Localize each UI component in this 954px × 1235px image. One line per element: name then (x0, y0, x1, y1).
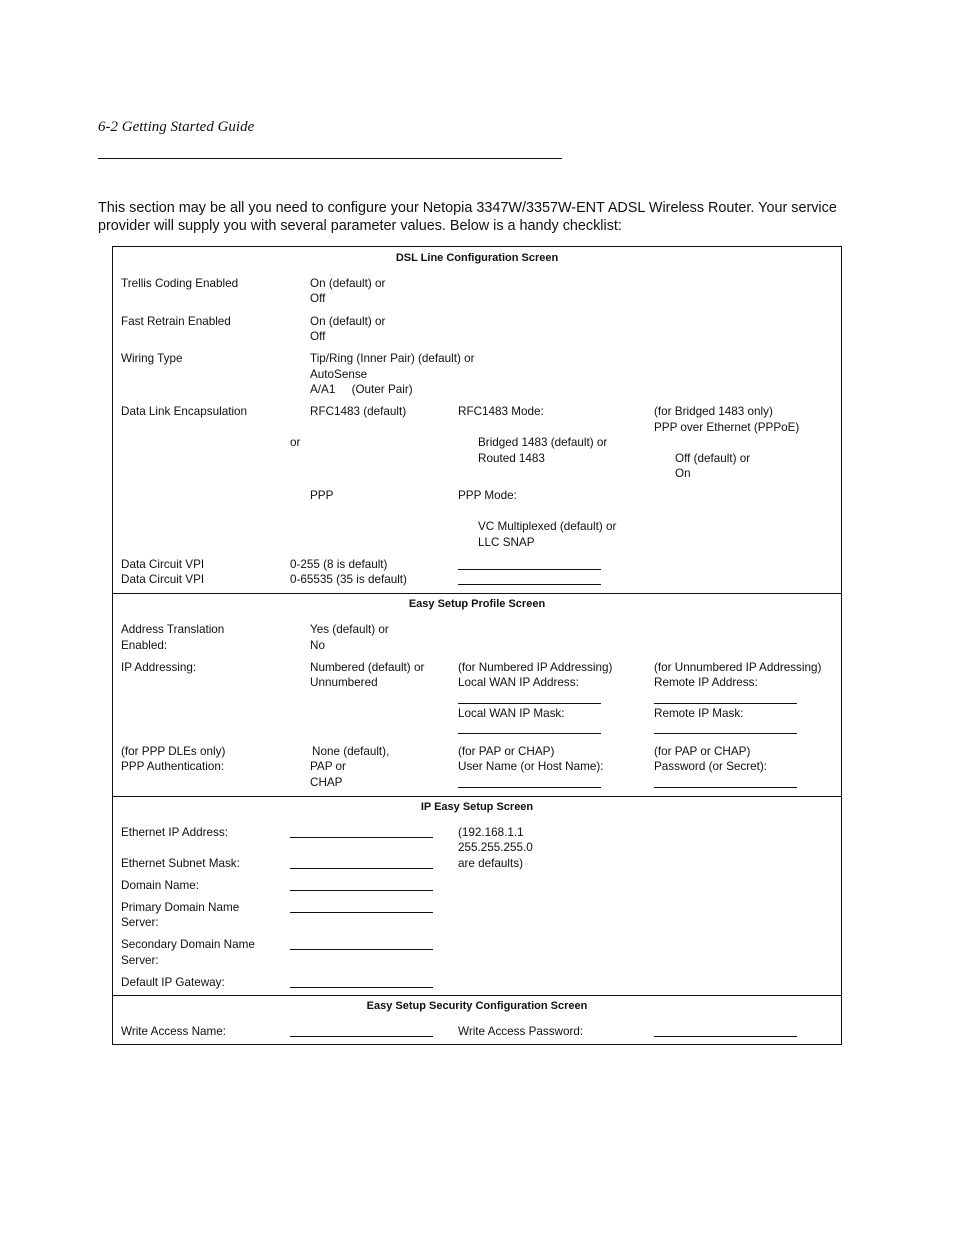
local-wan-ip-label: Local WAN IP Address: (458, 676, 579, 689)
header-rule (98, 158, 562, 159)
encapsulation-or: or (290, 436, 301, 449)
ppp-mode-label: PPP Mode: (458, 489, 517, 502)
vci-blank-line[interactable] (458, 584, 601, 585)
vc-multiplexed-option: VC Multiplexed (default) or (478, 520, 617, 533)
ip-option-unnumbered: Unnumbered (310, 676, 378, 689)
auth-option-chap: CHAP (310, 776, 343, 789)
trellis-label: Trellis Coding Enabled (121, 277, 239, 290)
vpi-range: 0-255 (8 is default) (290, 558, 388, 571)
trellis-option-on: On (default) or (310, 277, 386, 290)
nat-option-yes: Yes (default) or (310, 623, 389, 636)
section-divider (113, 593, 841, 594)
secondary-dns-blank-line[interactable] (290, 949, 433, 950)
ppp-dles-note: (for PPP DLEs only) (121, 745, 226, 758)
pap-chap-note-user: (for PAP or CHAP) (458, 745, 555, 758)
secondary-dns-label-line1: Secondary Domain Name (121, 938, 255, 951)
nat-label-line1: Address Translation (121, 623, 225, 636)
wiring-type-label: Wiring Type (121, 352, 183, 365)
password-label: Password (or Secret): (654, 760, 768, 773)
checklist-table (112, 246, 842, 1045)
profile-section-title: Easy Setup Profile Screen (408, 598, 546, 610)
pppoe-option-on: On (675, 467, 691, 480)
ip-addressing-label: IP Addressing: (121, 661, 197, 674)
auth-option-none: None (default), (312, 745, 390, 758)
nat-label-line2: Enabled: (121, 639, 168, 652)
wiring-option-outer: A/A1 (Outer Pair) (310, 383, 413, 396)
user-name-label: User Name (or Host Name): (458, 760, 604, 773)
pppoe-label: PPP over Ethernet (PPPoE) (654, 421, 800, 434)
defaults-note-line1: (192.168.1.1 (458, 826, 524, 839)
rfc1483-mode-label: RFC1483 Mode: (458, 405, 544, 418)
remote-ip-blank-line[interactable] (654, 703, 797, 704)
write-access-password-label: Write Access Password: (458, 1025, 584, 1038)
default-gateway-blank-line[interactable] (290, 987, 433, 988)
local-wan-mask-blank-line[interactable] (458, 733, 601, 734)
nat-option-no: No (310, 639, 325, 652)
defaults-note-line2: 255.255.255.0 (458, 841, 533, 854)
vpi-blank-line[interactable] (458, 569, 601, 570)
ethernet-mask-label: Ethernet Subnet Mask: (121, 857, 240, 870)
auth-option-pap: PAP or (310, 760, 346, 773)
intro-paragraph: This section may be all you need to configure your Netopia 3347W/3357W-ENT ADSL Wireless Router. Your service provider will supply you with several parameter values. Below is a handy checklist: (98, 200, 837, 234)
primary-dns-label-line1: Primary Domain Name (121, 901, 240, 914)
remote-mask-label: Remote IP Mask: (654, 707, 744, 720)
encapsulation-rfc1483: RFC1483 (default) (310, 405, 407, 418)
numbered-note: (for Numbered IP Addressing) (458, 661, 613, 674)
bridged-only-note: (for Bridged 1483 only) (654, 405, 773, 418)
remote-ip-label: Remote IP Address: (654, 676, 758, 689)
remote-mask-blank-line[interactable] (654, 733, 797, 734)
section-divider (113, 796, 841, 797)
vci-label: Data Circuit VPI (121, 573, 205, 586)
wiring-option-tipring: Tip/Ring (Inner Pair) (default) or (310, 352, 475, 365)
pppoe-option-off: Off (default) or (675, 452, 751, 465)
domain-name-blank-line[interactable] (290, 890, 433, 891)
vpi-label: Data Circuit VPI (121, 558, 205, 571)
password-blank-line[interactable] (654, 787, 797, 788)
write-access-name-label: Write Access Name: (121, 1025, 226, 1038)
ip-setup-section-title: IP Easy Setup Screen (420, 801, 534, 813)
default-gateway-label: Default IP Gateway: (121, 976, 225, 989)
fast-retrain-label: Fast Retrain Enabled (121, 315, 231, 328)
domain-name-label: Domain Name: (121, 879, 199, 892)
section-divider (113, 995, 841, 996)
local-wan-mask-label: Local WAN IP Mask: (458, 707, 565, 720)
user-name-blank-line[interactable] (458, 787, 601, 788)
bridged-1483-option: Bridged 1483 (default) or (478, 436, 608, 449)
encapsulation-label: Data Link Encapsulation (121, 405, 248, 418)
fast-retrain-option-off: Off (310, 330, 326, 343)
secondary-dns-label-line2: Server: (121, 954, 159, 967)
write-access-password-blank-line[interactable] (654, 1036, 797, 1037)
encapsulation-ppp: PPP (310, 489, 334, 502)
ethernet-ip-blank-line[interactable] (290, 837, 433, 838)
ethernet-mask-blank-line[interactable] (290, 868, 433, 869)
wiring-option-autosense: AutoSense (310, 368, 368, 381)
primary-dns-blank-line[interactable] (290, 912, 433, 913)
primary-dns-label-line2: Server: (121, 916, 159, 929)
security-section-title: Easy Setup Security Configuration Screen (366, 1000, 588, 1012)
fast-retrain-option-on: On (default) or (310, 315, 386, 328)
routed-1483-option: Routed 1483 (478, 452, 545, 465)
trellis-option-off: Off (310, 292, 326, 305)
unnumbered-note: (for Unnumbered IP Addressing) (654, 661, 822, 674)
write-access-name-blank-line[interactable] (290, 1036, 433, 1037)
llc-snap-option: LLC SNAP (478, 536, 535, 549)
pap-chap-note-password: (for PAP or CHAP) (654, 745, 751, 758)
vci-range: 0-65535 (35 is default) (290, 573, 407, 586)
defaults-note-line3: are defaults) (458, 857, 523, 870)
page-header: 6-2 Getting Started Guide (98, 119, 255, 135)
ip-option-numbered: Numbered (default) or (310, 661, 425, 674)
ppp-auth-label: PPP Authentication: (121, 760, 225, 773)
local-wan-ip-blank-line[interactable] (458, 703, 601, 704)
ethernet-ip-label: Ethernet IP Address: (121, 826, 228, 839)
dsl-section-title: DSL Line Configuration Screen (395, 252, 559, 264)
